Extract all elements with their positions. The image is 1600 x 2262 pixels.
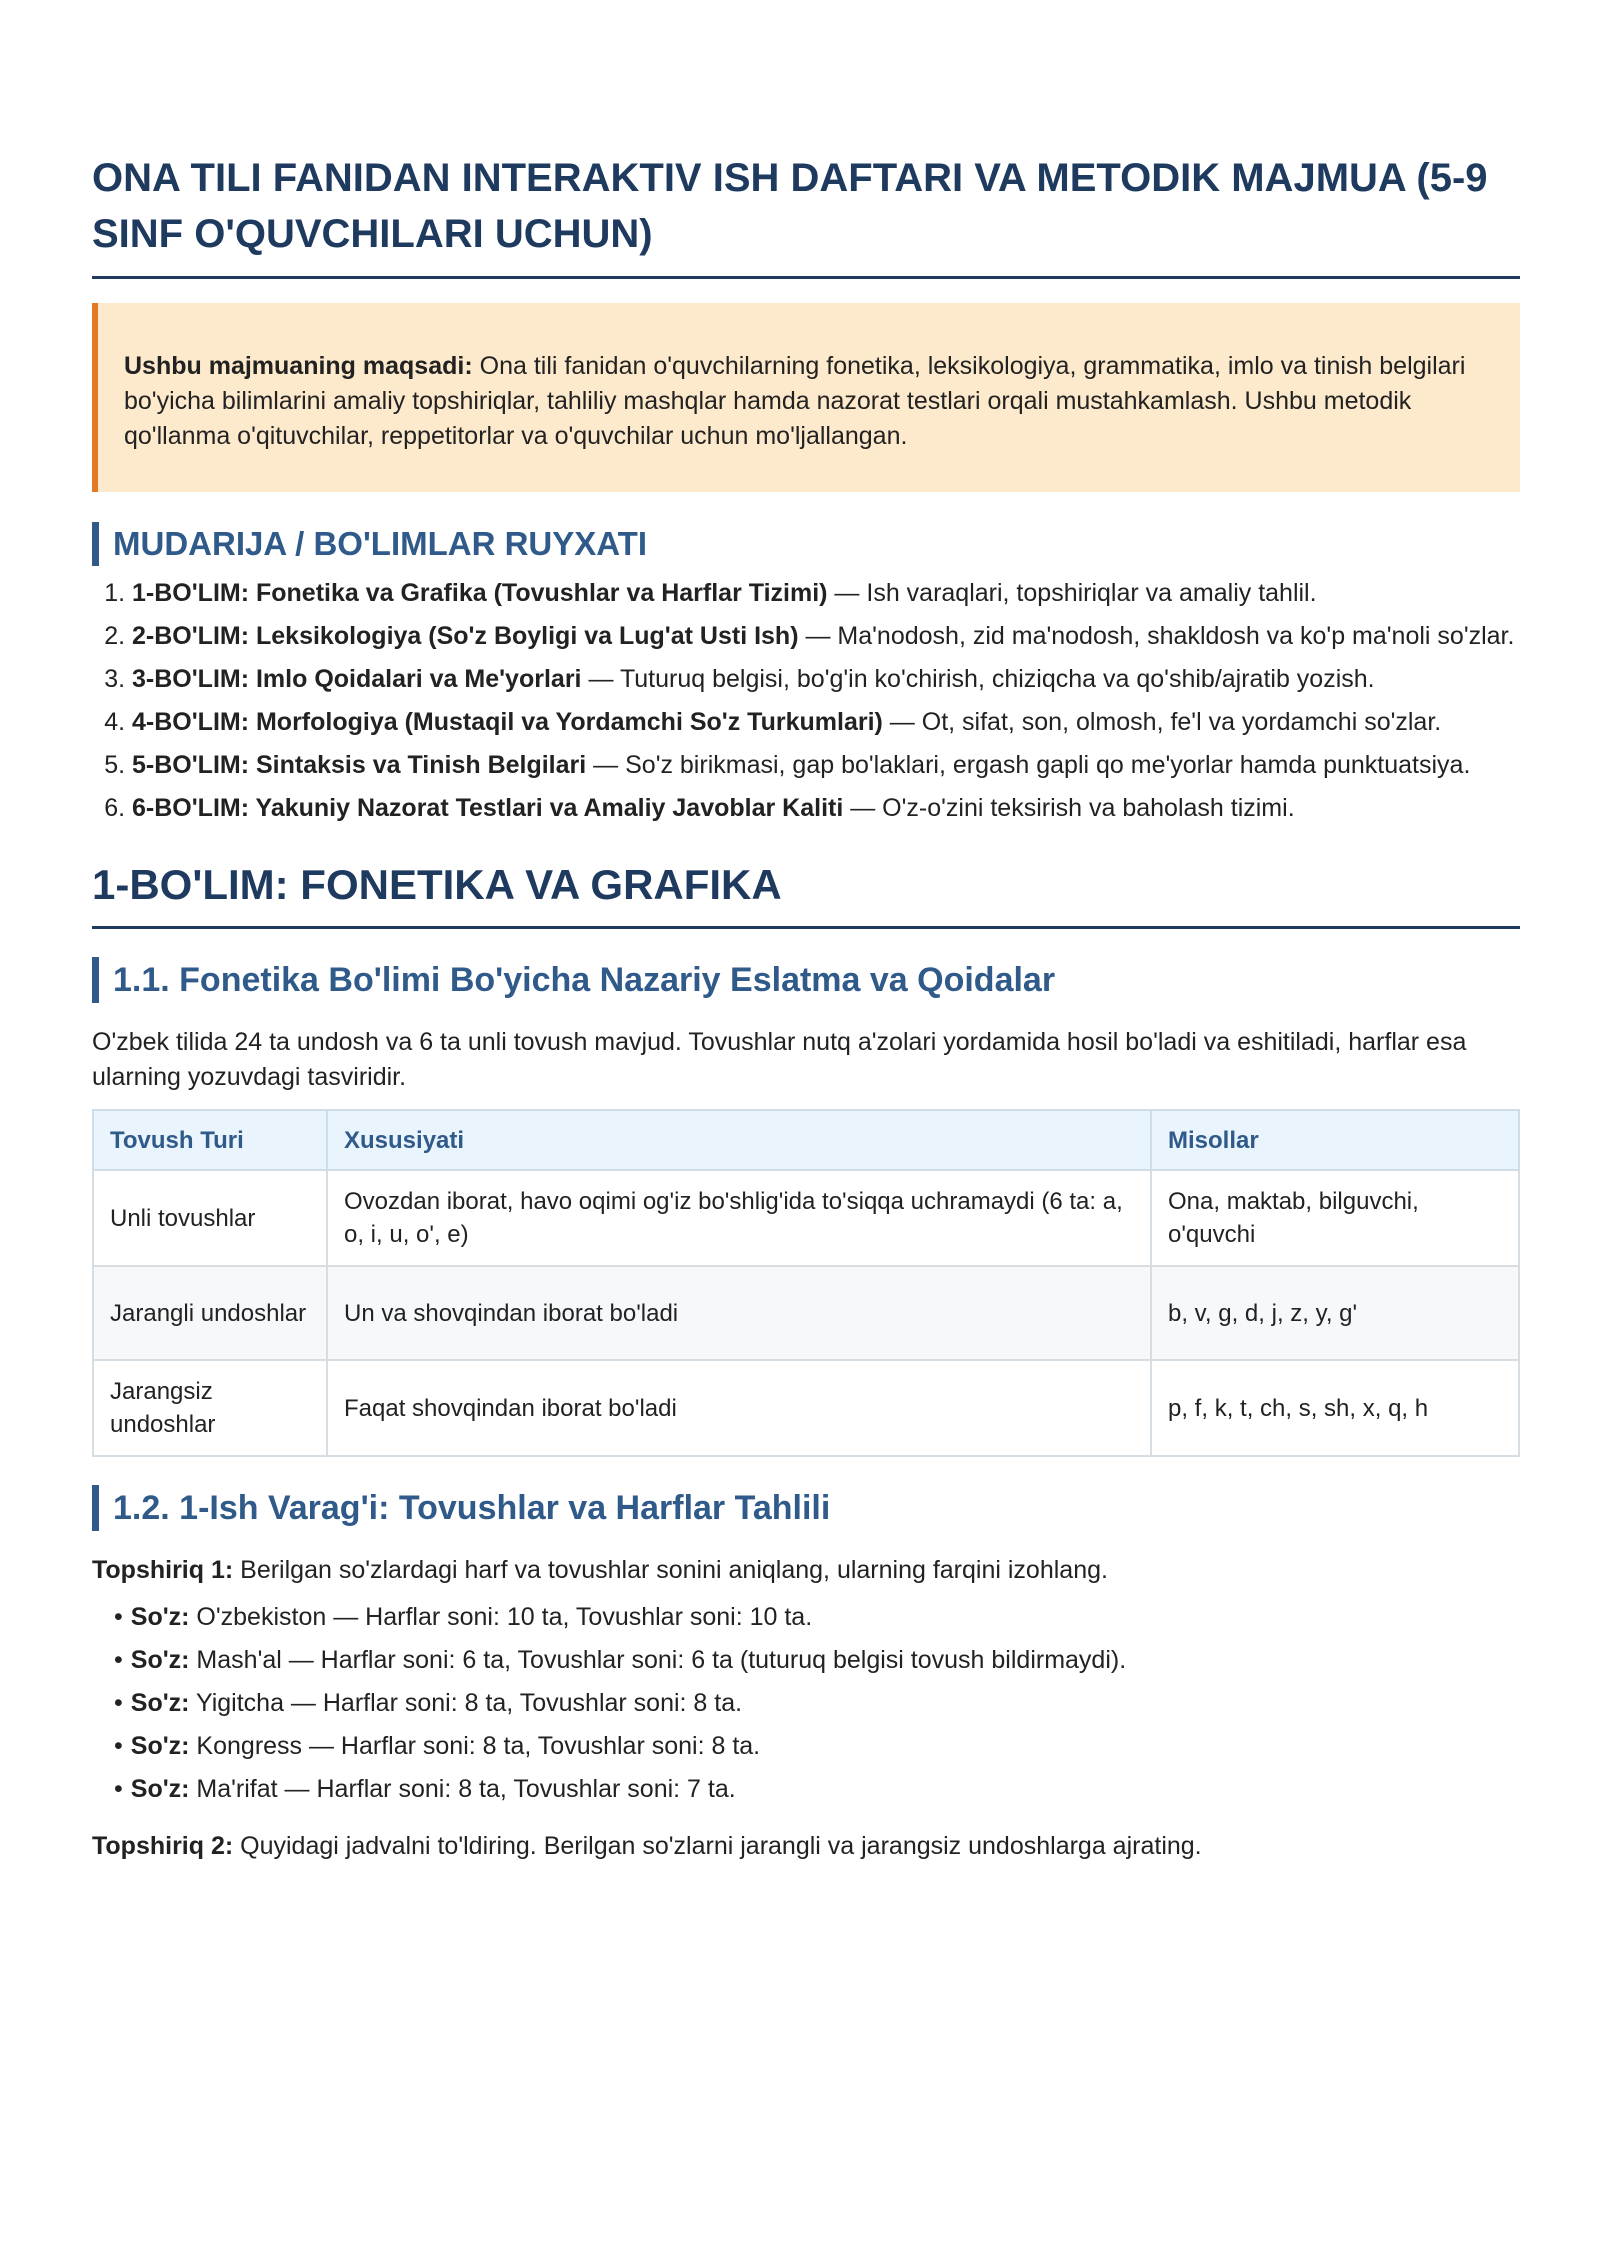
toc-item[interactable] <box>132 705 1532 740</box>
table-header-cell: Xususiyati <box>327 1110 1151 1170</box>
word-text: O'zbekiston — Harflar soni: 10 ta, Tovushlar soni: 10 ta. <box>189 1603 813 1631</box>
toc-item-title: 4-BO'LIM: Morfologiya (Mustaqil va Yordamchi So'z Turkumlari) <box>132 708 883 736</box>
toc-item[interactable] <box>132 576 1532 611</box>
subsection-title-theory: 1.1. Fonetika Bo'limi Bo'yicha Nazariy Eslatma va Qoidalar <box>92 957 1510 1003</box>
list-item <box>114 1772 1510 1807</box>
toc-item-desc: — Ot, sifat, son, olmosh, fe'l va yordamchi so'zlar. <box>882 708 1442 736</box>
toc-list <box>92 576 1532 826</box>
table-cell: p, f, k, t, ch, s, sh, x, q, h <box>1151 1360 1519 1456</box>
toc-item-title: 1-BO'LIM: Fonetika va Grafika (Tovushlar va Harflar Tizimi) <box>132 579 828 607</box>
word-analysis-list <box>92 1600 1510 1807</box>
word-label: So'z: <box>130 1732 190 1760</box>
section-title: 1-BO'LIM: FONETIKA VA GRAFIKA <box>92 856 1520 929</box>
table-header-cell: Tovush Turi <box>93 1110 327 1170</box>
theory-paragraph: O'zbek tilida 24 ta undosh va 6 ta unli tovush mavjud. Tovushlar nutq a'zolari yordamida hosil bo'ladi va eshitiladi, harflar esa ularning yozuvdagi tasviridir. <box>92 1028 1467 1091</box>
task-text: Berilgan so'zlardagi harf va tovushlar sonini aniqlang, ularning farqini izohlang. <box>233 1556 1108 1584</box>
table-cell: Jarangli undoshlar <box>93 1266 327 1360</box>
word-text: Yigitcha — Harflar soni: 8 ta, Tovushlar soni: 8 ta. <box>189 1689 743 1717</box>
toc-item-title: 3-BO'LIM: Imlo Qoidalari va Me'yorlari <box>132 665 582 693</box>
list-item <box>114 1643 1510 1678</box>
toc-item[interactable] <box>132 791 1532 826</box>
task-2 <box>92 1829 1510 1864</box>
toc-item-title: 6-BO'LIM: Yakuniy Nazorat Testlari va Amaliy Javoblar Kaliti <box>132 794 844 822</box>
table-row <box>93 1360 1519 1456</box>
document-title: ONA TILI FANIDAN INTERAKTIV ISH DAFTARI VA METODIK MAJMUA (5-9 SINF O'QUVCHILARI UCHUN) <box>92 150 1520 279</box>
word-label: So'z: <box>130 1775 190 1803</box>
toc-item-title: 2-BO'LIM: Leksikologiya (So'z Boyligi va Lug'at Usti Ish) <box>132 622 799 650</box>
task-label: Topshiriq 1: <box>92 1556 234 1584</box>
table-cell: Unli tovushlar <box>93 1170 327 1266</box>
sounds-table <box>92 1109 1520 1457</box>
purpose-callout <box>92 303 1520 492</box>
list-item <box>114 1729 1510 1764</box>
task-text: Quyidagi jadvalni to'ldiring. Berilgan so'zlarni jarangli va jarangsiz undoshlarga ajrating. <box>233 1832 1202 1860</box>
toc-item-desc: — So'z birikmasi, gap bo'laklari, ergash gapli qo me'yorlar hamda punktuatsiya. <box>586 751 1471 779</box>
toc-item[interactable] <box>132 619 1532 654</box>
table-row <box>93 1266 1519 1360</box>
table-cell: Faqat shovqindan iborat bo'ladi <box>327 1360 1151 1456</box>
toc-item[interactable] <box>132 748 1532 783</box>
word-text: Kongress — Harflar soni: 8 ta, Tovushlar soni: 8 ta. <box>189 1732 761 1760</box>
word-text: Ma'rifat — Harflar soni: 8 ta, Tovushlar soni: 7 ta. <box>189 1775 736 1803</box>
table-cell: Jarangsiz undoshlar <box>93 1360 327 1456</box>
list-item <box>114 1600 1510 1635</box>
table-header-cell: Misollar <box>1151 1110 1519 1170</box>
word-label: So'z: <box>130 1603 190 1631</box>
toc-item-desc: — Tuturuq belgisi, bo'g'in ko'chirish, chiziqcha va qo'shib/ajratib yozish. <box>581 665 1375 693</box>
table-cell: Ovozdan iborat, havo oqimi og'iz bo'shlig'ida to'siqqa uchramaydi (6 ta: a, o, i, u, o', e) <box>327 1170 1151 1266</box>
toc-item-title: 5-BO'LIM: Sintaksis va Tinish Belgilari <box>132 751 587 779</box>
word-label: So'z: <box>130 1646 190 1674</box>
task-1 <box>92 1553 1510 1588</box>
toc-item-desc: — Ish varaqlari, topshiriqlar va amaliy tahlil. <box>827 579 1317 607</box>
toc-item-desc: — Ma'nodosh, zid ma'nodosh, shakldosh va ko'p ma'noli so'zlar. <box>798 622 1515 650</box>
toc-item[interactable] <box>132 662 1532 697</box>
callout-label: Ushbu majmuaning maqsadi: <box>124 352 473 380</box>
toc-heading: MUDARIJA / BO'LIMLAR RUYXATI <box>92 522 1510 566</box>
callout-text: Ona tili fanidan o'quvchilarning fonetika, leksikologiya, grammatika, imlo va tinish belgilari bo'yicha bilimlarini amaliy topshiriqlar, tahliliy mashqlar hamda nazorat testlari orqali mustahkamlash. Ushbu metodik qo'llanma o'qituvchilar, reppetitorlar va o'quvchilar uchun mo'ljallangan. <box>124 352 1466 450</box>
word-label: So'z: <box>130 1689 190 1717</box>
table-cell: b, v, g, d, j, z, y, g' <box>1151 1266 1519 1360</box>
table-header-row <box>93 1110 1519 1170</box>
table-cell: Ona, maktab, bilguvchi, o'quvchi <box>1151 1170 1519 1266</box>
list-item <box>114 1686 1510 1721</box>
task-label: Topshiriq 2: <box>92 1832 234 1860</box>
subsection-title-worksheet: 1.2. 1-Ish Varag'i: Tovushlar va Harflar Tahlili <box>92 1485 1510 1531</box>
word-text: Mash'al — Harflar soni: 6 ta, Tovushlar soni: 6 ta (tuturuq belgisi tovush bildirmaydi). <box>189 1646 1127 1674</box>
toc-item-desc: — O'z-o'zini teksirish va baholash tizimi. <box>843 794 1295 822</box>
table-cell: Un va shovqindan iborat bo'ladi <box>327 1266 1151 1360</box>
table-row <box>93 1170 1519 1266</box>
